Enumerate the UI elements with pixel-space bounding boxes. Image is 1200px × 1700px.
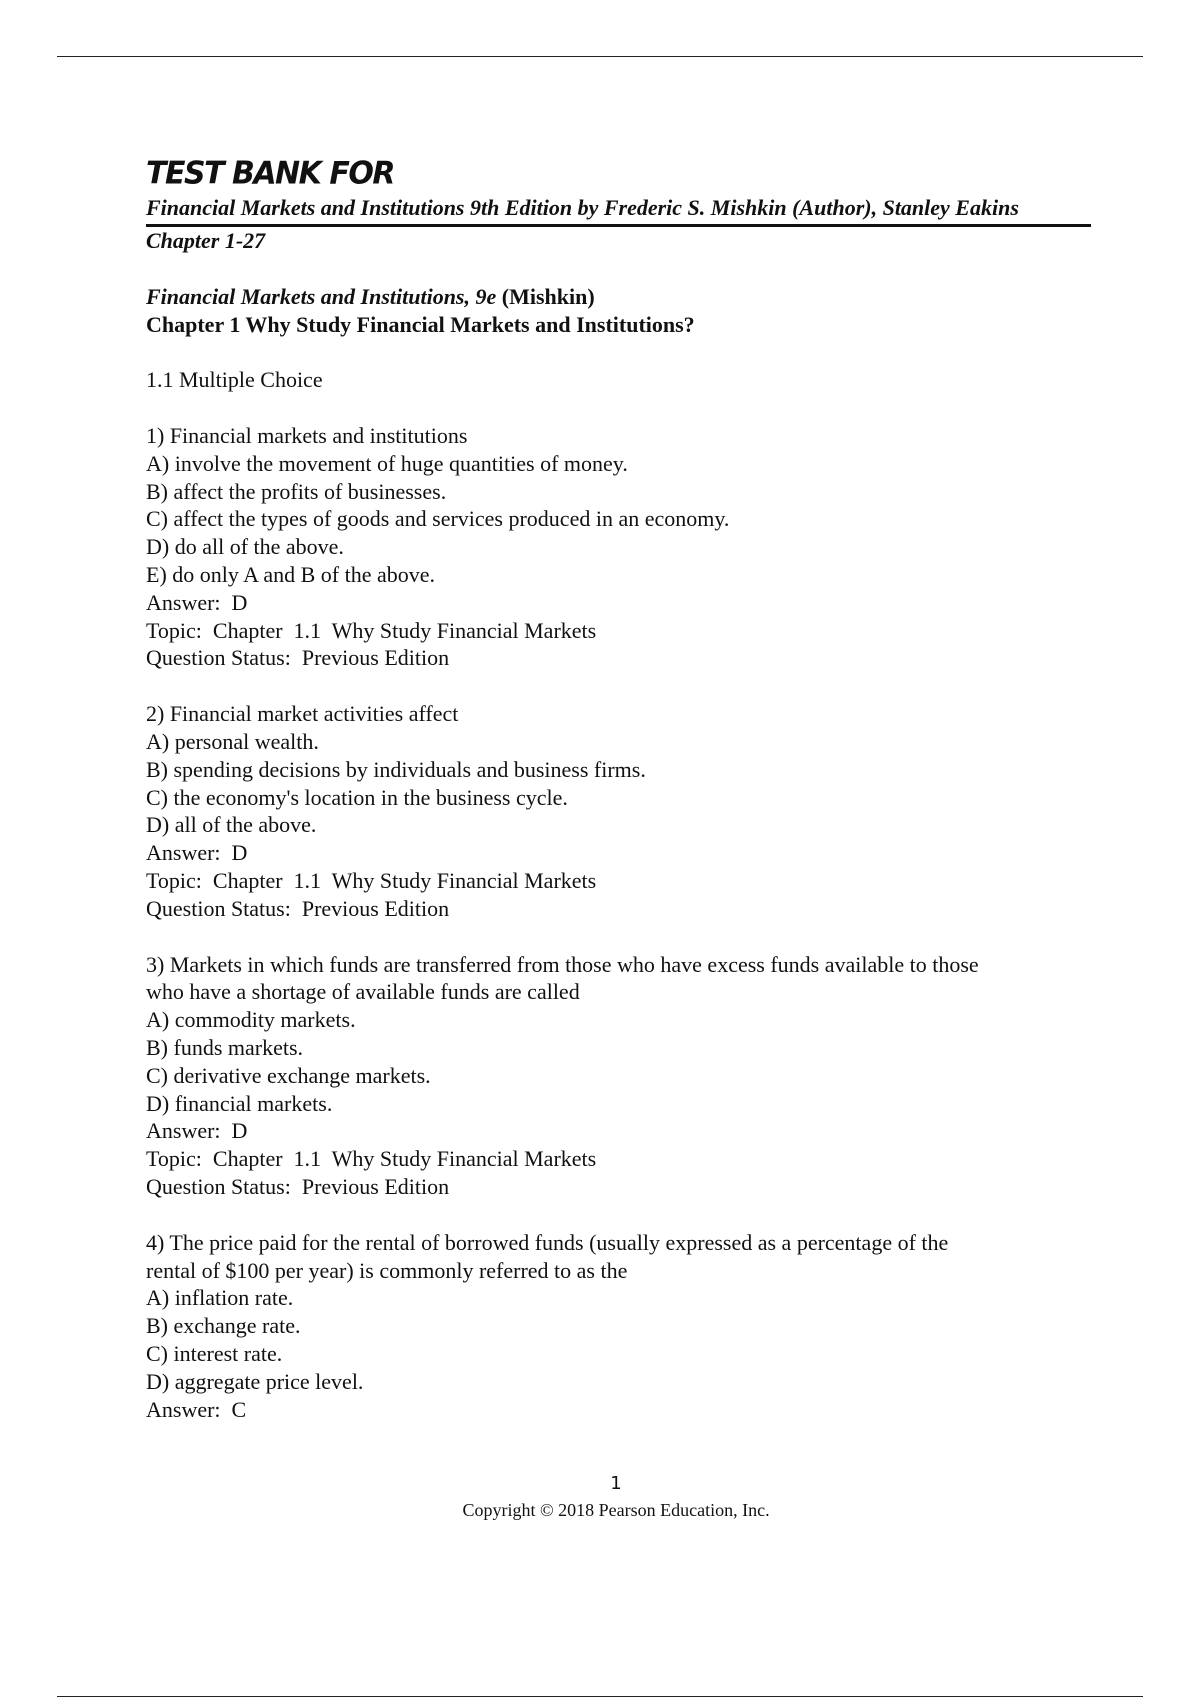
option-c: C) interest rate. [146,1340,283,1366]
bottom-rule [57,1696,1143,1697]
question-stem-continued: who have a shortage of available funds are called [146,979,580,1005]
option-a: A) commodity markets. [146,1007,356,1033]
question-stem: 3) Markets in which funds are transferred from those who have excess funds available to those [146,951,979,977]
answer: Answer: C [146,1396,247,1422]
option-e: E) do only A and B of the above. [146,561,436,587]
document-page [146,150,1096,1423]
chapter-range: Chapter 1-27 [146,224,1091,255]
option-b: B) affect the profits of businesses. [146,478,447,504]
answer: Answer: D [146,1118,248,1144]
question-4 [146,1229,1096,1424]
question-3 [146,951,1096,1201]
chapter-header [146,283,1096,339]
question-status: Question Status: Previous Edition [146,1173,450,1199]
option-a: A) inflation rate. [146,1285,294,1311]
option-c: C) affect the types of goods and services produced in an economy. [146,506,730,532]
top-rule [57,56,1143,57]
option-c: C) derivative exchange markets. [146,1062,431,1088]
option-b: B) exchange rate. [146,1313,301,1339]
question-stem: 2) Financial market activities affect [146,701,459,727]
option-d: D) aggregate price level. [146,1368,364,1394]
option-b: B) funds markets. [146,1034,304,1060]
topic: Topic: Chapter 1.1 Why Study Financial Markets [146,1146,597,1172]
book-citation-author: (Mishkin) [496,284,595,309]
question-stem: 1) Financial markets and institutions [146,423,468,448]
page-number: 1 [610,1473,622,1494]
question-stem: 4) The price paid for the rental of borrowed funds (usually expressed as a percentage of the [146,1229,949,1255]
answer: Answer: D [146,589,248,615]
test-bank-heading: TEST BANK FOR [146,155,394,192]
topic: Topic: Chapter 1.1 Why Study Financial Markets [146,867,597,893]
book-title: Financial Markets and Institutions 9th Edition by Frederic S. Mishkin (Author), Stanley Eakins [146,195,1019,220]
option-a: A) personal wealth. [146,728,319,754]
option-b: B) spending decisions by individuals and business firms. [146,756,646,782]
question-status: Question Status: Previous Edition [146,895,450,921]
book-citation-title: Financial Markets and Institutions, 9e [146,284,497,309]
option-a: A) involve the movement of huge quantities of money. [146,450,628,476]
question-1 [146,422,1096,672]
topic: Topic: Chapter 1.1 Why Study Financial Markets [146,617,597,643]
option-c: C) the economy's location in the business cycle. [146,784,568,810]
book-citation [146,283,1096,311]
option-d: D) all of the above. [146,812,317,838]
copyright-notice: Copyright © 2018 Pearson Education, Inc. [462,1500,770,1520]
answer: Answer: D [146,840,248,866]
question-stem-continued: rental of $100 per year) is commonly referred to as the [146,1257,628,1283]
option-d: D) financial markets. [146,1090,333,1116]
option-d: D) do all of the above. [146,534,344,560]
question-2 [146,700,1096,922]
chapter-title: Chapter 1 Why Study Financial Markets and Institutions? [146,312,695,337]
section-heading: 1.1 Multiple Choice [146,367,323,392]
question-status: Question Status: Previous Edition [146,645,450,671]
